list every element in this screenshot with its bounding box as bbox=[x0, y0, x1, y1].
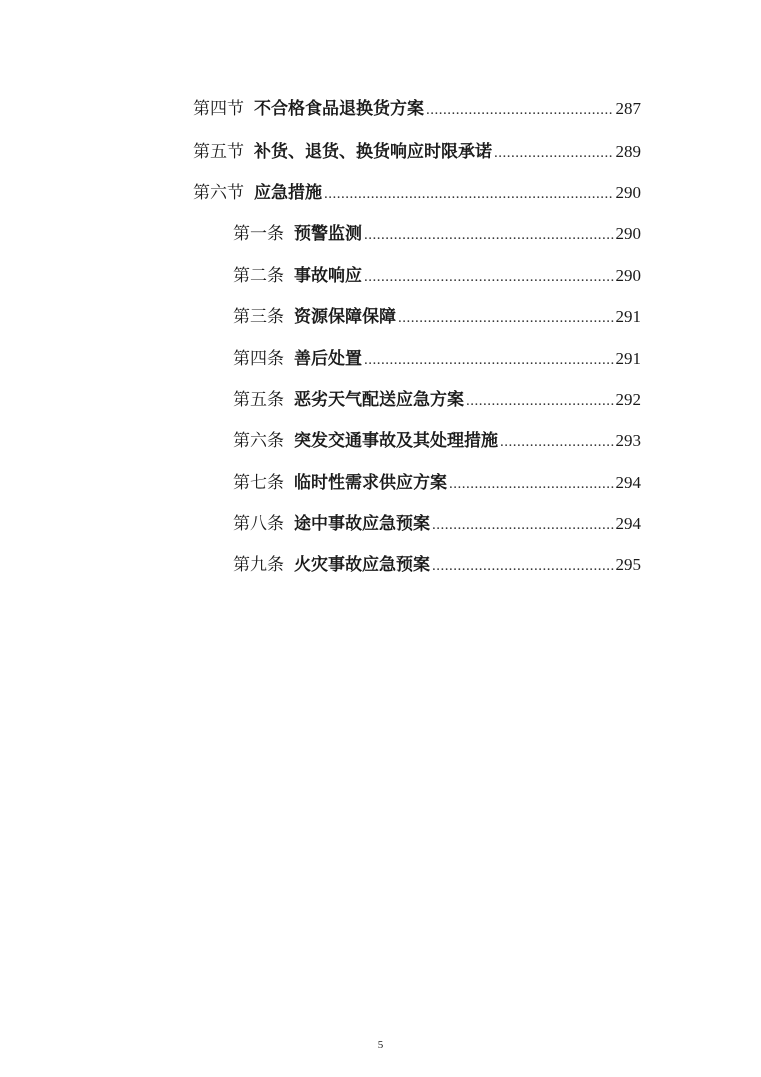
toc-entry-page: 291 bbox=[615, 307, 641, 326]
toc-entry-prefix: 第二条 bbox=[233, 266, 284, 286]
toc-entry-page: 294 bbox=[615, 514, 641, 533]
dot-leader bbox=[364, 221, 614, 249]
dot-leader bbox=[449, 470, 614, 498]
dot-leader bbox=[364, 263, 614, 291]
toc-entry-title: 突发交通事故及其处理措施 bbox=[294, 431, 498, 451]
toc-entry-title: 善后处置 bbox=[294, 349, 362, 369]
footer-page-number: 5 bbox=[377, 1039, 384, 1051]
toc-entry-page: 289 bbox=[615, 142, 641, 161]
toc-entry-prefix: 第六节 bbox=[193, 183, 244, 203]
toc-entry-title: 临时性需求供应方案 bbox=[294, 473, 447, 493]
toc-entry-section-4[interactable] bbox=[193, 95, 641, 123]
toc-entry-section-6[interactable] bbox=[193, 179, 641, 207]
toc-entry-page: 295 bbox=[615, 555, 641, 574]
toc-entry-article-4[interactable] bbox=[233, 345, 641, 373]
dot-leader bbox=[426, 96, 614, 124]
toc-entry-title: 预警监测 bbox=[294, 224, 362, 244]
toc-entry-page: 294 bbox=[615, 473, 641, 492]
dot-leader bbox=[494, 139, 614, 167]
toc-entry-page: 291 bbox=[615, 349, 641, 368]
toc-entry-title: 途中事故应急预案 bbox=[294, 514, 430, 534]
toc-entry-article-1[interactable] bbox=[233, 220, 641, 248]
toc-entry-page: 290 bbox=[615, 266, 641, 285]
toc-entry-title: 事故响应 bbox=[294, 266, 362, 286]
toc-entry-prefix: 第七条 bbox=[233, 473, 284, 493]
toc-entry-prefix: 第八条 bbox=[233, 514, 284, 534]
toc-entry-section-5[interactable] bbox=[193, 138, 641, 166]
dot-leader bbox=[398, 304, 614, 332]
toc-entry-prefix: 第四条 bbox=[233, 349, 284, 369]
dot-leader bbox=[432, 552, 614, 580]
toc-entry-prefix: 第九条 bbox=[233, 555, 284, 575]
toc-entry-page: 292 bbox=[615, 390, 641, 409]
toc-entry-prefix: 第一条 bbox=[233, 224, 284, 244]
dot-leader bbox=[432, 511, 614, 539]
toc-entry-title: 应急措施 bbox=[254, 183, 322, 203]
toc-entry-article-8[interactable] bbox=[233, 510, 641, 538]
dot-leader bbox=[500, 428, 614, 456]
dot-leader bbox=[364, 346, 614, 374]
toc-entry-prefix: 第六条 bbox=[233, 431, 284, 451]
dot-leader bbox=[324, 180, 614, 208]
toc-entry-article-6[interactable] bbox=[233, 427, 641, 455]
toc-entry-article-5[interactable] bbox=[233, 386, 641, 414]
toc-entry-page: 290 bbox=[615, 183, 641, 202]
toc-entry-page: 287 bbox=[615, 99, 641, 118]
toc-entry-page: 290 bbox=[615, 224, 641, 243]
toc-entry-article-7[interactable] bbox=[233, 469, 641, 497]
toc-entry-article-9[interactable] bbox=[233, 551, 641, 579]
toc-entry-title: 不合格食品退换货方案 bbox=[254, 99, 424, 119]
toc-entry-prefix: 第五节 bbox=[193, 142, 244, 162]
toc-entry-title: 火灾事故应急预案 bbox=[294, 555, 430, 575]
toc-entry-prefix: 第四节 bbox=[193, 99, 244, 119]
toc-entry-article-3[interactable] bbox=[233, 303, 641, 331]
toc-entry-prefix: 第五条 bbox=[233, 390, 284, 410]
toc-entry-title: 资源保障保障 bbox=[294, 307, 396, 327]
toc-entry-page: 293 bbox=[615, 431, 641, 450]
toc-entry-title: 恶劣天气配送应急方案 bbox=[294, 390, 464, 410]
toc-entry-prefix: 第三条 bbox=[233, 307, 284, 327]
toc-entry-article-2[interactable] bbox=[233, 262, 641, 290]
dot-leader bbox=[466, 387, 614, 415]
toc-entry-title: 补货、退货、换货响应时限承诺 bbox=[254, 142, 492, 162]
